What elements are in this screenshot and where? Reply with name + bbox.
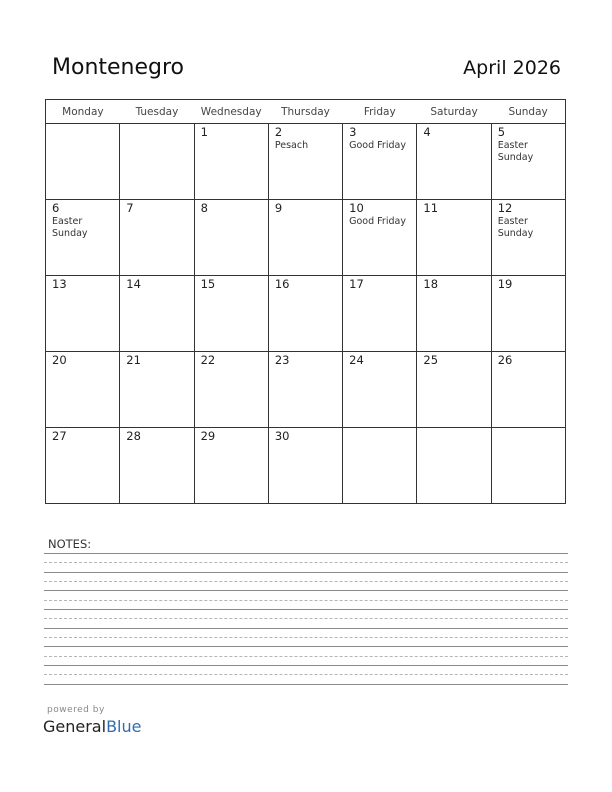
- weekday-saturday: Saturday: [417, 100, 491, 124]
- notes-line: [44, 684, 568, 685]
- day-number: 12: [497, 201, 513, 215]
- weekday-tuesday: Tuesday: [120, 100, 194, 124]
- day-number: 5: [497, 125, 506, 139]
- day-cell: [194, 352, 268, 428]
- day-number: 8: [200, 201, 208, 215]
- week-row-2: [46, 200, 566, 276]
- day-cell-empty: [491, 428, 565, 504]
- notes-line: [44, 562, 568, 563]
- day-number: 30: [274, 429, 290, 443]
- day-number: 15: [200, 277, 216, 291]
- day-cell: [268, 428, 342, 504]
- day-number: 16: [274, 277, 290, 291]
- day-number: 11: [423, 201, 439, 215]
- day-cell: [46, 200, 120, 276]
- day-number: 1: [200, 125, 208, 139]
- day-number: 27: [52, 429, 67, 443]
- day-number: 6: [52, 201, 60, 215]
- weekday-sunday: Sunday: [491, 100, 565, 124]
- day-number: 28: [126, 429, 141, 443]
- notes-line: [44, 581, 568, 582]
- holiday-label: Pesach: [274, 140, 309, 151]
- day-cell: [417, 276, 491, 352]
- day-cell: [268, 124, 342, 200]
- notes-line: [44, 674, 568, 675]
- day-number: 7: [126, 201, 134, 215]
- day-cell: [491, 276, 565, 352]
- generalblue-logo: [43, 717, 141, 736]
- week-row-5: [46, 428, 566, 504]
- day-cell: [194, 428, 268, 504]
- week-row-1: [46, 124, 566, 200]
- day-number: 14: [126, 277, 141, 291]
- day-cell: [46, 276, 120, 352]
- holiday-label: Good Friday: [349, 140, 406, 151]
- day-number: 19: [497, 277, 513, 291]
- brand-blue: Blue: [106, 717, 142, 736]
- notes-line: [44, 665, 568, 666]
- day-cell: [120, 124, 194, 200]
- day-cell: [491, 200, 565, 276]
- day-cell: [46, 124, 120, 200]
- day-cell-empty: [343, 428, 417, 504]
- weekday-header-row: [46, 100, 566, 124]
- day-cell: [491, 352, 565, 428]
- day-number: 23: [274, 353, 290, 367]
- calendar-grid: [45, 99, 566, 504]
- day-number: 3: [349, 125, 357, 139]
- day-cell: [194, 124, 268, 200]
- day-number: 24: [349, 353, 364, 367]
- day-cell: [120, 428, 194, 504]
- weekday-thursday: Thursday: [268, 100, 342, 124]
- day-cell: [194, 200, 268, 276]
- notes-line: [44, 656, 568, 657]
- day-cell: [268, 200, 342, 276]
- notes-line: [44, 618, 568, 619]
- day-cell: [120, 200, 194, 276]
- holiday-label: Easter Sunday: [497, 216, 534, 239]
- day-cell: [46, 352, 120, 428]
- notes-line: [44, 572, 568, 573]
- notes-line: [44, 637, 568, 638]
- day-cell: [417, 124, 491, 200]
- day-number: 29: [200, 429, 216, 443]
- notes-line: [44, 646, 568, 647]
- day-cell-empty: [417, 428, 491, 504]
- day-number: 20: [52, 353, 67, 367]
- weekday-wednesday: Wednesday: [194, 100, 268, 124]
- day-cell: [491, 124, 565, 200]
- brand-general: General: [43, 717, 107, 736]
- day-cell: [417, 200, 491, 276]
- day-number: 25: [423, 353, 439, 367]
- day-number: 9: [274, 201, 283, 215]
- week-row-4: [46, 352, 566, 428]
- day-number: 18: [423, 277, 439, 291]
- day-cell: [268, 352, 342, 428]
- day-cell: [194, 276, 268, 352]
- powered-by-text: powered by: [47, 705, 105, 715]
- notes-line: [44, 553, 568, 554]
- holiday-label: Good Friday: [349, 216, 406, 227]
- weekday-monday: Monday: [46, 100, 120, 124]
- month-title: April 2026: [463, 57, 561, 79]
- day-cell: [343, 124, 417, 200]
- day-cell: [268, 276, 342, 352]
- notes-line: [44, 590, 568, 591]
- day-cell: [343, 352, 417, 428]
- day-cell: [343, 276, 417, 352]
- notes-line: [44, 609, 568, 610]
- day-number: 4: [423, 125, 431, 139]
- day-number: 17: [349, 277, 364, 291]
- day-number: 10: [349, 201, 364, 215]
- day-cell: [46, 428, 120, 504]
- day-cell: [120, 276, 194, 352]
- day-number: 2: [274, 125, 283, 139]
- weekday-friday: Friday: [343, 100, 417, 124]
- day-cell: [343, 200, 417, 276]
- holiday-label: Easter Sunday: [52, 216, 88, 239]
- country-title: Montenegro: [52, 55, 185, 80]
- day-cell: [417, 352, 491, 428]
- day-number: 26: [497, 353, 513, 367]
- day-number: 22: [200, 353, 216, 367]
- day-number: 13: [52, 277, 67, 291]
- week-row-3: [46, 276, 566, 352]
- day-cell: [120, 352, 194, 428]
- notes-line: [44, 600, 568, 601]
- holiday-label: Easter Sunday: [497, 140, 534, 163]
- notes-label: NOTES:: [48, 537, 92, 551]
- notes-line: [44, 628, 568, 629]
- day-number: 21: [126, 353, 141, 367]
